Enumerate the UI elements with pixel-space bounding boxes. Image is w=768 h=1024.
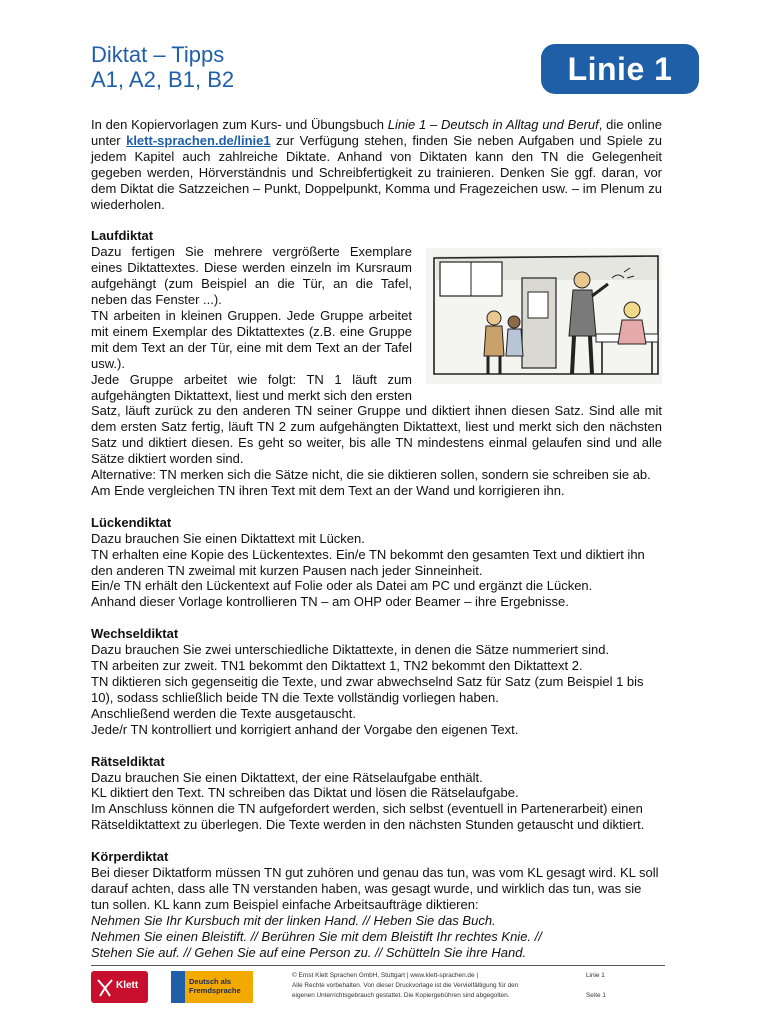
heading-wechseldiktat: Wechseldiktat xyxy=(91,626,179,642)
classroom-illustration xyxy=(426,248,662,384)
wechseldiktat-p1: Dazu brauchen Sie zwei unterschiedliche Diktattexte, in denen die Sätze nummeriert sind. xyxy=(91,642,610,658)
title-line-1: Diktat – Tipps xyxy=(91,42,225,67)
heading-koerperdiktat: Körperdiktat xyxy=(91,849,169,865)
title-line-2: A1, A2, B1, B2 xyxy=(91,67,235,92)
heading-raetseldiktat: Rätseldiktat xyxy=(91,753,165,769)
document-body xyxy=(91,117,662,961)
footer-right xyxy=(586,971,606,1001)
wechseldiktat-p2: TN arbeiten zur zweit. TN1 bekommt den Diktattext 1, TN2 bekommt den Diktattext 2. xyxy=(91,658,583,674)
wechseldiktat-p5: Jede/r TN kontrolliert und korrigiert anhand der Vorgabe den eigenen Text. xyxy=(91,721,519,737)
heading-lueckendiktat: Lückendiktat xyxy=(91,514,172,530)
footer-copyright xyxy=(292,971,562,1001)
intro-text-2: , die online unter xyxy=(91,117,662,148)
lueckendiktat-p2: TN erhalten eine Kopie des Lückentextes. Ein/e TN bekommt den gesamten Text und diktiert ihn den anderen TN zweimal mit kurzen Pausen nach jeder Sinneinheit. xyxy=(91,546,645,578)
raetseldiktat-p2: KL diktiert den Text. TN schreiben das Diktat und lösen die Rätselaufgabe. xyxy=(91,785,519,801)
daf-line-1: Deutsch als xyxy=(189,977,232,986)
lueckendiktat-p1: Dazu brauchen Sie einen Diktattext mit Lücken. xyxy=(91,530,365,546)
koerperdiktat-example-1: Nehmen Sie Ihr Kursbuch mit der linken Hand. // Heben Sie das Buch. xyxy=(91,912,496,928)
klett-mark-icon xyxy=(96,976,114,998)
lueckendiktat-p4: Anhand dieser Vorlage kontrollieren TN – am OHP oder Beamer – ihre Ergebnisse. xyxy=(91,594,569,610)
wechseldiktat-p3: TN diktieren sich gegenseitig die Texte, und zwar abwechselnd Satz für Satz (zum Beispiel 1 bis 10), sodass schließlich beide TN die Texte vollständig vorliegen haben. xyxy=(91,674,644,705)
laufdiktat-p2: TN arbeiten in kleinen Gruppen. Jede Gruppe arbeitet mit einem Exemplar des Diktattextes (z.B. eine Gruppe mit dem Text an der Tür, eine mit dem Text an der Tafel usw.). xyxy=(91,307,412,371)
intro-text-3: zur Verfügung stehen, finden Sie neben Aufgaben und Spiele zu jedem Kapitel auch zahlreiche Diktate. Anhand von Diktaten kann den TN die Gelegenheit gegeben werden, Hörverständnis und Schreibfertigkeit zu trainieren. Denken Sie ggf. daran, vor dem Diktat die Satzzeichen – Punkt, Doppelpunkt, Komma und Fragezeichen usw. – im Plenum zu wiederholen. xyxy=(91,132,662,212)
linie-1-badge: Linie 1 xyxy=(541,44,699,94)
copyright-line-2: Alle Rechte vorbehalten. Von dieser Druckvorlage ist die Vervielfältigung für den xyxy=(292,982,519,989)
footer-book-name: Linie 1 xyxy=(586,972,605,979)
heading-laufdiktat: Laufdiktat xyxy=(91,228,154,244)
intro-paragraph xyxy=(91,117,662,212)
lueckendiktat-p3: Ein/e TN erhält den Lückentext auf Folie oder als Datei am PC und ergänzt die Lücken. xyxy=(91,578,593,594)
koerperdiktat-example-2: Nehmen Sie einen Bleistift. // Berühren Sie mit dem Bleistift Ihr rechtes Knie. // xyxy=(91,928,542,944)
laufdiktat-p3: Jede Gruppe arbeitet wie folgt: TN 1 läuft zum aufgehängten Diktattext, liest und merkt sich den ersten Satz, läuft zurück zu den anderen TN seiner Gruppe und diktiert ihnen diesen Satz. Sind alle mit dem ersten Satz fertig, läuft TN 2 zum aufgehängten Diktattext, liest und merkt sich den nächsten Satz und diktiert diesen. Es geht so weiter, bis alle TN mindestens einmal gelaufen sind und alle Sätze diktiert worden sind. xyxy=(91,371,662,467)
copyright-line-3: eigenen Unterrichtsgebrauch gestattet. Die Kopiergebühren sind abgegolten. xyxy=(292,992,510,999)
raetseldiktat-p1: Dazu brauchen Sie einen Diktattext, der eine Rätselaufgabe enthält. xyxy=(91,769,483,785)
raetseldiktat-p3: Im Anschluss können die TN aufgefordert werden, sich selbst (eventuell in Partenerarbeit) einen Rätseldiktattext zu überlegen. Die Texte werden in den nächsten Stunden getauscht und diktiert. xyxy=(91,801,645,833)
wechseldiktat-p4: Anschließend werden die Texte ausgetauscht. xyxy=(91,705,356,721)
footer-divider xyxy=(91,965,665,966)
daf-logo xyxy=(171,971,253,1003)
laufdiktat-p5: Am Ende vergleichen TN ihren Text mit dem Text an der Wand und korrigieren ihn. xyxy=(91,482,565,498)
intro-text-1: In den Kopiervorlagen zum Kurs- und Übungsbuch xyxy=(91,117,388,132)
page-title xyxy=(91,42,234,92)
classroom-illustration-svg xyxy=(426,248,662,384)
copyright-line-1: © Ernst Klett Sprachen GmbH, Stuttgart | www.klett-sprachen.de | xyxy=(292,972,478,979)
footer-page-number: Seite 1 xyxy=(586,992,606,999)
koerperdiktat-example-3: Stehen Sie auf. // Gehen Sie auf eine Person zu. // Schütteln Sie ihre Hand. xyxy=(91,944,527,960)
klett-logo-label: Klett xyxy=(116,980,139,991)
daf-line-2: Fremdsprache xyxy=(189,986,241,995)
klett-logo xyxy=(91,971,148,1003)
book-title: Linie 1 – Deutsch in Alltag und Beruf xyxy=(387,117,599,132)
klett-link[interactable]: klett-sprachen.de/linie1 xyxy=(126,132,271,148)
koerperdiktat-p1: Bei dieser Diktatform müssen TN gut zuhören und genau das tun, was vom KL gesagt wird. KL soll darauf achten, dass alle TN verstanden haben, was gesagt wurde, und wirklich das tun, was sie tun sollen. KL kann zum Beispiel einfache Arbeitsaufträge diktieren: xyxy=(91,865,659,912)
laufdiktat-p1: Dazu fertigen Sie mehrere vergrößerte Exemplare eines Diktattextes. Diese werden einzeln im Kursraum aufgehängt (zum Beispiel an die Tür, an die Tafel, neben das Fenster ...). xyxy=(91,244,412,308)
laufdiktat-p4: Alternative: TN merken sich die Sätze nicht, die sie diktieren sollen, sondern sie schreiben sie ab. xyxy=(91,467,651,483)
